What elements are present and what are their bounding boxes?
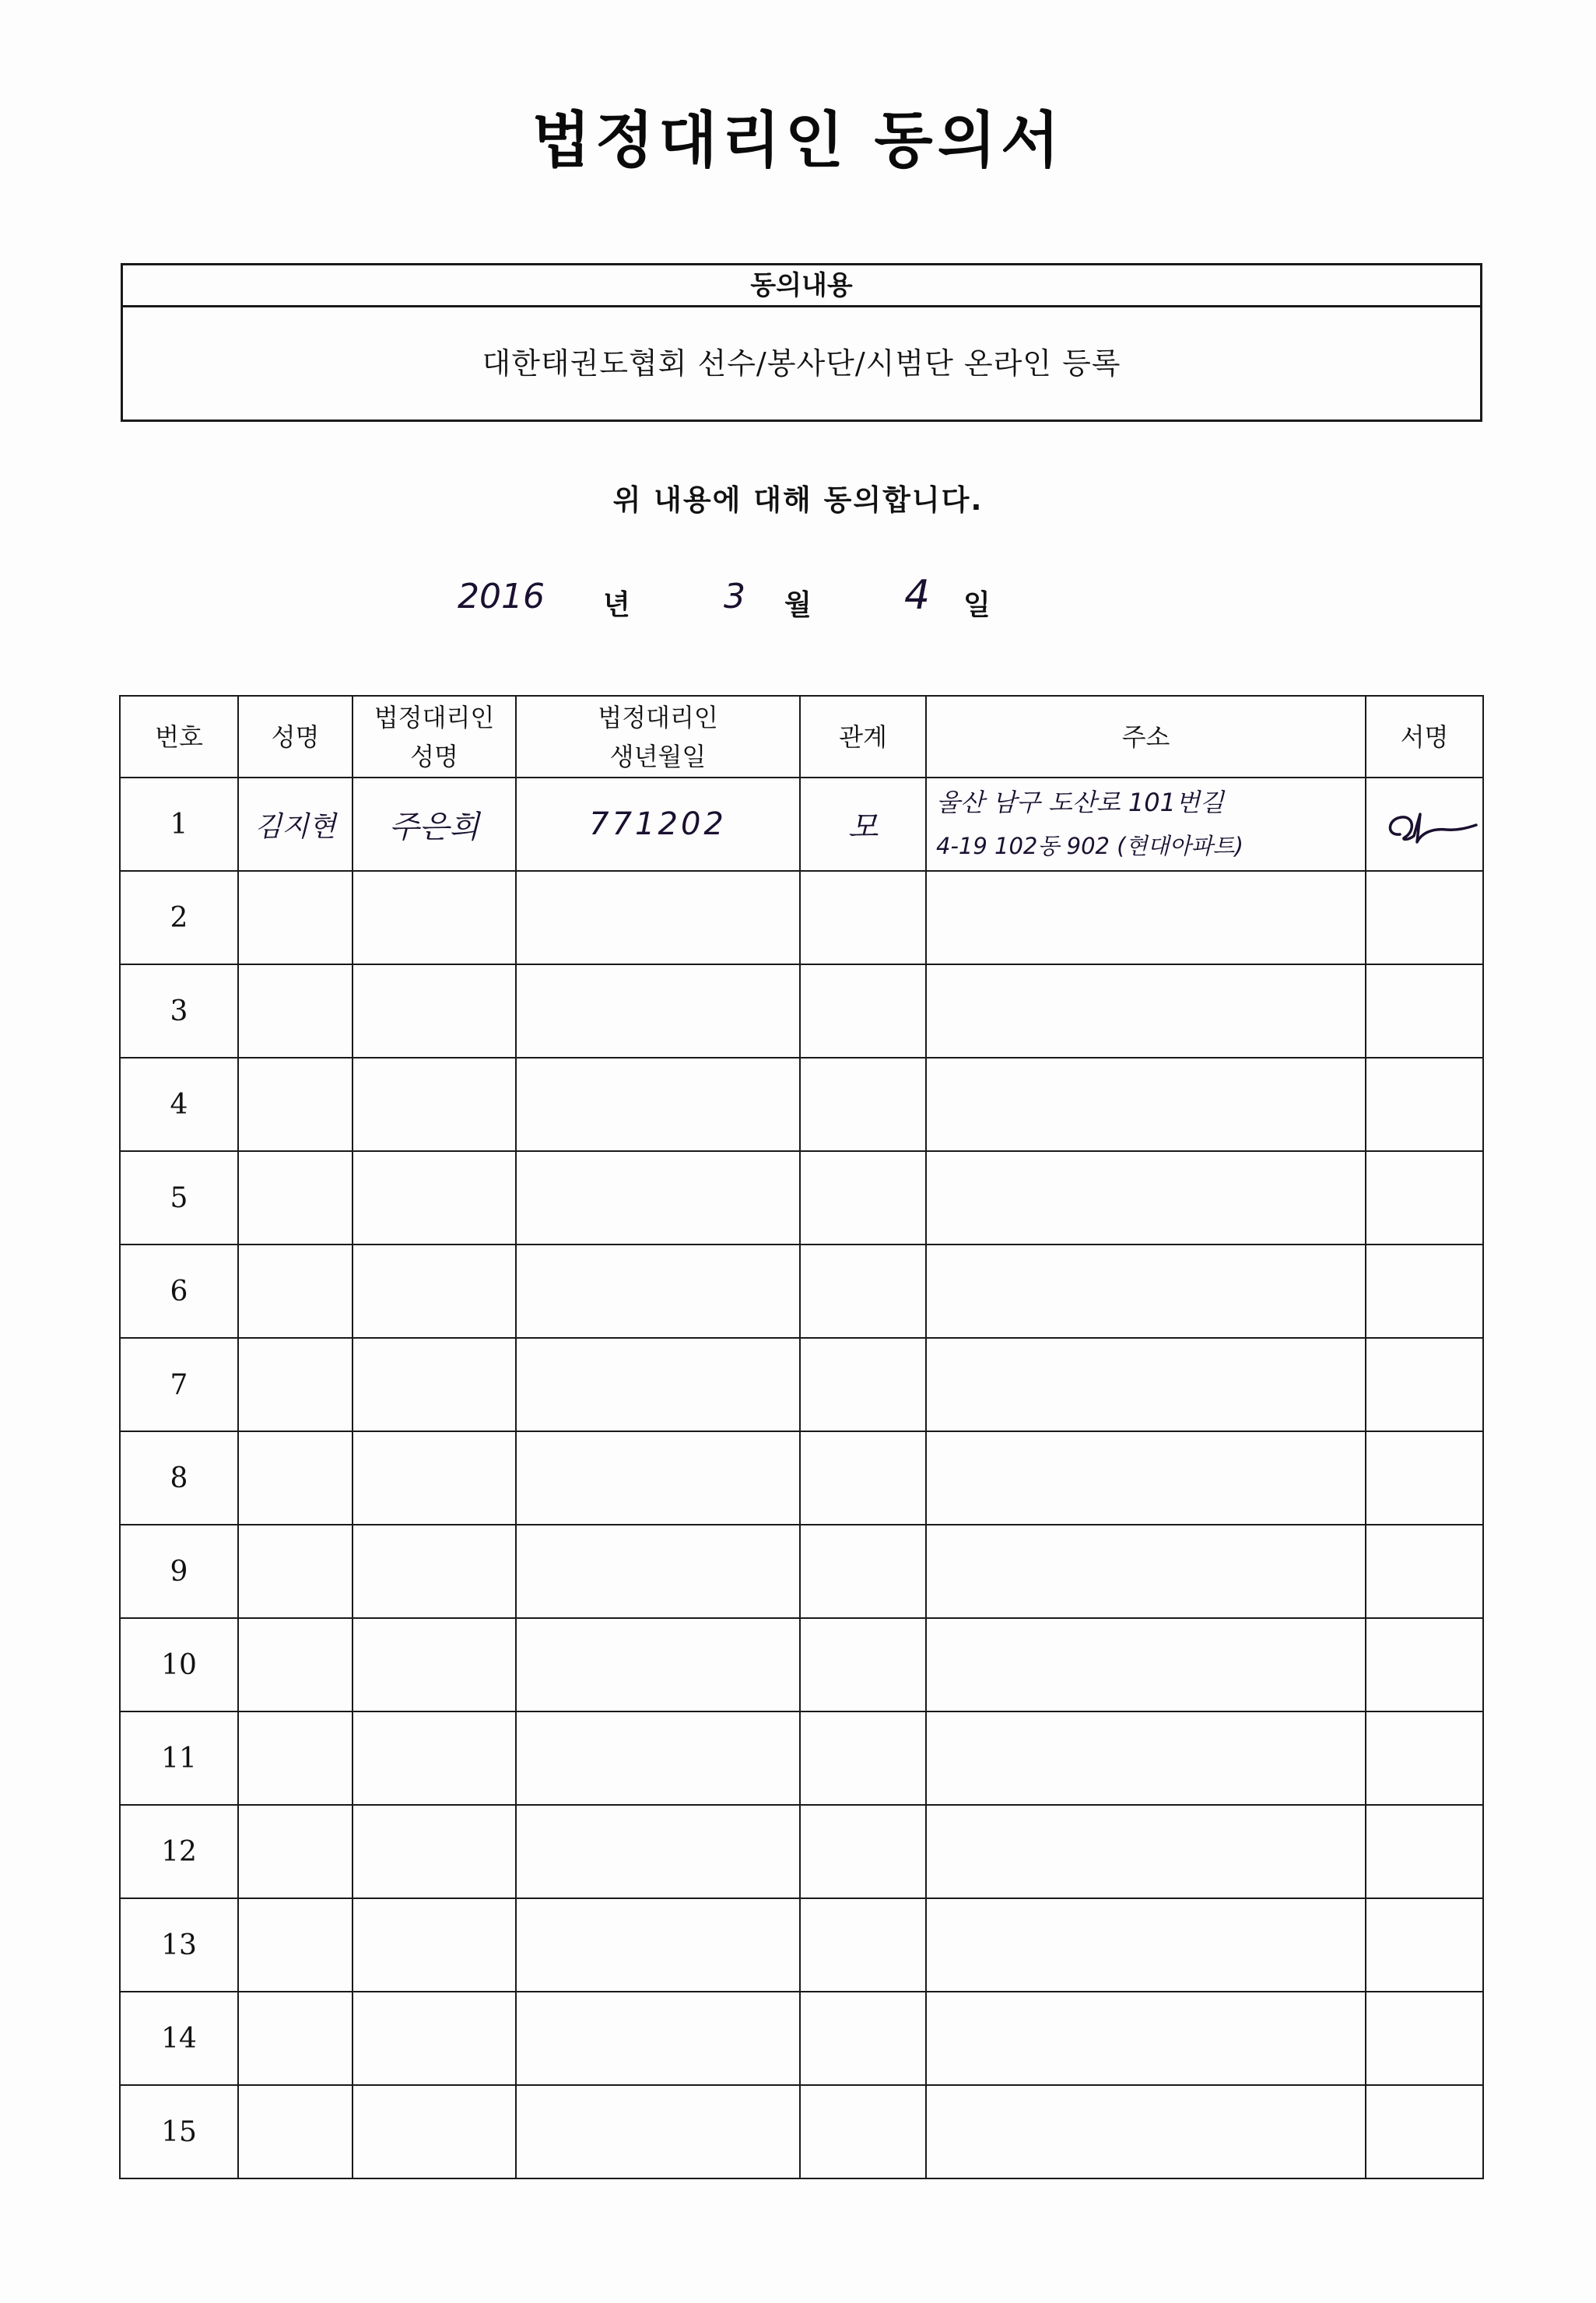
empty-cell — [800, 1992, 926, 2085]
page-title: 법정대리인 동의서 — [531, 106, 1065, 176]
date-row — [0, 572, 1596, 642]
empty-cell — [1366, 1805, 1483, 1898]
row-number: 3 — [120, 964, 238, 1058]
row-number: 8 — [120, 1431, 238, 1525]
empty-cell — [926, 964, 1366, 1058]
empty-cell — [516, 1431, 800, 1525]
empty-cell — [353, 2085, 516, 2178]
table-header-row — [120, 696, 1483, 778]
empty-cell — [353, 1618, 516, 1711]
relation-cell — [800, 778, 926, 871]
empty-cell — [238, 1711, 353, 1805]
guardian-name: 주은희 — [389, 809, 479, 845]
empty-cell — [800, 1245, 926, 1338]
table-row — [120, 1525, 1483, 1618]
row-number: 1 — [120, 778, 238, 871]
row-number: 9 — [120, 1525, 238, 1618]
empty-cell — [516, 1618, 800, 1711]
empty-cell — [238, 1151, 353, 1245]
empty-cell — [353, 1525, 516, 1618]
empty-cell — [926, 1711, 1366, 1805]
empty-cell — [800, 1525, 926, 1618]
relation: 모 — [847, 809, 879, 845]
col-header-guardian-birth — [516, 696, 800, 778]
table-row — [120, 964, 1483, 1058]
empty-cell — [353, 1992, 516, 2085]
col-header-address: 주소 — [926, 696, 1366, 778]
row-number: 14 — [120, 1992, 238, 2085]
empty-cell — [926, 871, 1366, 964]
empty-cell — [516, 1805, 800, 1898]
table-row — [120, 1338, 1483, 1431]
empty-cell — [516, 1711, 800, 1805]
empty-cell — [800, 1711, 926, 1805]
empty-cell — [1366, 2085, 1483, 2178]
guardian-name-cell — [353, 778, 516, 871]
empty-cell — [516, 1525, 800, 1618]
row-number: 15 — [120, 2085, 238, 2178]
empty-cell — [926, 2085, 1366, 2178]
empty-cell — [800, 1805, 926, 1898]
date-month-label: 월 — [784, 589, 812, 621]
table-row — [120, 1711, 1483, 1805]
empty-cell — [1366, 1898, 1483, 1992]
empty-cell — [1366, 1618, 1483, 1711]
table-row — [120, 1431, 1483, 1525]
empty-cell — [353, 1805, 516, 1898]
empty-cell — [800, 2085, 926, 2178]
empty-cell — [353, 1338, 516, 1431]
address-line-1: 울산 남구 도산로 101번길 — [936, 788, 1224, 817]
empty-cell — [516, 871, 800, 964]
empty-cell — [353, 964, 516, 1058]
consent-content-text: 대한태권도협회 선수/봉사단/시범단 온라인 등록 — [482, 346, 1121, 381]
empty-cell — [800, 1338, 926, 1431]
row-number: 5 — [120, 1151, 238, 1245]
empty-cell — [1366, 1245, 1483, 1338]
empty-cell — [1366, 1151, 1483, 1245]
empty-cell — [1366, 1338, 1483, 1431]
empty-cell — [1366, 1431, 1483, 1525]
row-number: 7 — [120, 1338, 238, 1431]
table-row — [120, 1058, 1483, 1151]
empty-cell — [926, 1245, 1366, 1338]
empty-cell — [926, 1898, 1366, 1992]
col-header-name: 성명 — [238, 696, 353, 778]
col-header-guardian-name — [353, 696, 516, 778]
table-row — [120, 1245, 1483, 1338]
col-header-guardian-birth-line2: 생년월일 — [609, 741, 707, 771]
empty-cell — [238, 1058, 353, 1151]
empty-cell — [800, 1618, 926, 1711]
signature-cell — [1366, 778, 1483, 871]
date-year-value: 2016 — [458, 577, 545, 616]
empty-cell — [238, 1805, 353, 1898]
address-line-2: 4-19 102동 902 (현대아파트) — [936, 833, 1243, 859]
empty-cell — [238, 1245, 353, 1338]
empty-cell — [516, 1058, 800, 1151]
table-row — [120, 871, 1483, 964]
empty-cell — [1366, 1058, 1483, 1151]
empty-cell — [1366, 1525, 1483, 1618]
consent-content-box — [121, 263, 1482, 422]
empty-cell — [1366, 964, 1483, 1058]
empty-cell — [353, 1151, 516, 1245]
empty-cell — [238, 871, 353, 964]
table-row — [120, 2085, 1483, 2178]
empty-cell — [353, 1058, 516, 1151]
col-header-relation: 관계 — [800, 696, 926, 778]
empty-cell — [516, 1245, 800, 1338]
empty-cell — [238, 1992, 353, 2085]
empty-cell — [926, 1058, 1366, 1151]
col-header-guardian-name-line2: 성명 — [410, 741, 458, 771]
empty-cell — [800, 1058, 926, 1151]
registration-table — [119, 695, 1484, 2179]
empty-cell — [1366, 1992, 1483, 2085]
empty-cell — [516, 1338, 800, 1431]
col-header-guardian-name-line1: 법정대리인 — [374, 702, 495, 732]
empty-cell — [800, 1431, 926, 1525]
row-number: 4 — [120, 1058, 238, 1151]
empty-cell — [926, 1525, 1366, 1618]
empty-cell — [238, 1525, 353, 1618]
empty-cell — [516, 2085, 800, 2178]
empty-cell — [353, 1711, 516, 1805]
row-number: 12 — [120, 1805, 238, 1898]
empty-cell — [516, 1151, 800, 1245]
student-name: 김지현 — [254, 810, 336, 843]
empty-cell — [238, 1431, 353, 1525]
date-day-value: 4 — [904, 572, 931, 619]
empty-cell — [1366, 871, 1483, 964]
date-year-label: 년 — [603, 589, 630, 621]
empty-cell — [353, 1898, 516, 1992]
col-header-guardian-birth-line1: 법정대리인 — [598, 702, 718, 732]
empty-cell — [353, 1431, 516, 1525]
empty-cell — [353, 871, 516, 964]
col-header-signature: 서명 — [1366, 696, 1483, 778]
empty-cell — [238, 2085, 353, 2178]
table-row — [120, 1992, 1483, 2085]
empty-cell — [516, 1992, 800, 2085]
empty-cell — [238, 1338, 353, 1431]
row-number: 6 — [120, 1245, 238, 1338]
row-number: 2 — [120, 871, 238, 964]
date-month-value: 3 — [724, 577, 745, 616]
row-number: 13 — [120, 1898, 238, 1992]
row-number: 11 — [120, 1711, 238, 1805]
student-name-cell — [238, 778, 353, 871]
table-row — [120, 1151, 1483, 1245]
address-cell — [926, 778, 1366, 871]
guardian-birthdate: 771202 — [589, 806, 727, 842]
empty-cell — [800, 964, 926, 1058]
table-row — [120, 1805, 1483, 1898]
empty-cell — [353, 1245, 516, 1338]
empty-cell — [800, 1151, 926, 1245]
col-header-number: 번호 — [120, 696, 238, 778]
empty-cell — [1366, 1711, 1483, 1805]
table-row — [120, 1898, 1483, 1992]
table-row — [120, 1618, 1483, 1711]
empty-cell — [238, 964, 353, 1058]
row-number: 10 — [120, 1618, 238, 1711]
table-row — [120, 778, 1483, 871]
empty-cell — [926, 1151, 1366, 1245]
empty-cell — [926, 1618, 1366, 1711]
empty-cell — [516, 964, 800, 1058]
empty-cell — [238, 1898, 353, 1992]
consent-header: 동의내용 — [123, 265, 1480, 307]
empty-cell — [516, 1898, 800, 1992]
empty-cell — [238, 1618, 353, 1711]
empty-cell — [926, 1992, 1366, 2085]
empty-cell — [800, 871, 926, 964]
handwritten-signature — [1370, 797, 1479, 851]
empty-cell — [800, 1898, 926, 1992]
empty-cell — [926, 1431, 1366, 1525]
empty-cell — [926, 1338, 1366, 1431]
date-day-label: 일 — [963, 589, 991, 621]
agreement-statement: 위 내용에 대해 동의합니다. — [612, 483, 984, 517]
empty-cell — [926, 1805, 1366, 1898]
guardian-birth-cell — [516, 778, 800, 871]
